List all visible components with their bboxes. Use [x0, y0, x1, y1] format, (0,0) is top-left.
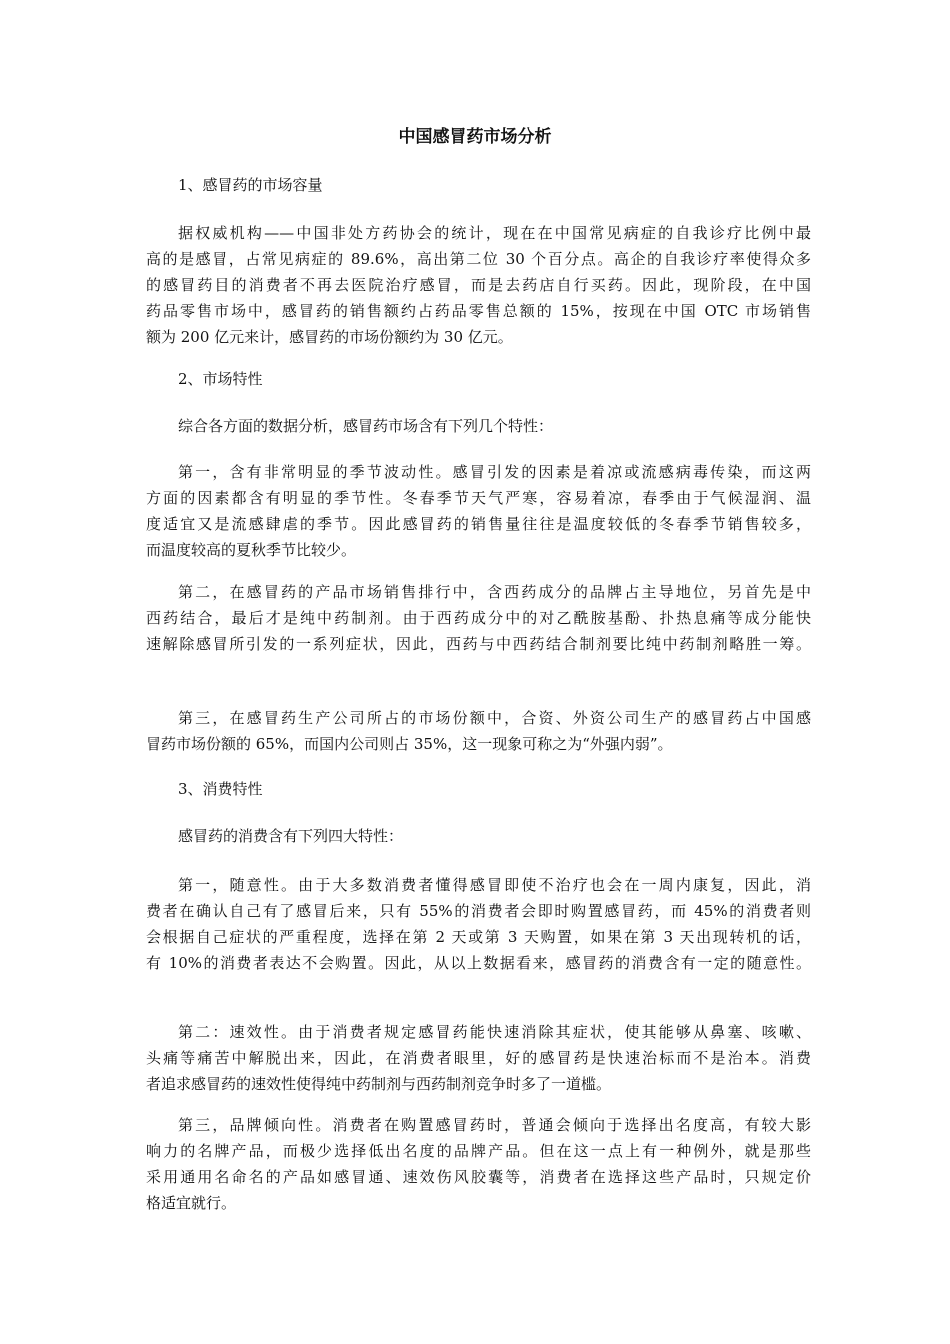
paragraph-line: 方面的因素都含有明显的季节性。冬春季节天气严寒，容易着凉，春季由于气候湿润、温 [146, 489, 811, 507]
paragraph-line: 而温度较高的夏秋季节比较少。 [146, 541, 357, 559]
paragraph-line: 冒药市场份额的 65%，而国内公司则占 35%，这一现象可称之为“外强内弱”。 [146, 735, 673, 753]
paragraph-line: 药品零售市场中，感冒药的销售额约占药品零售总额的 15%，按现在中国 OTC 市场销售 [146, 302, 811, 320]
paragraph-line: 费者在确认自己有了感冒后来，只有 55%的消费者会即时购置感冒药，而 45%的消费者则 [146, 902, 811, 920]
paragraph-line: 感冒药的消费含有下列四大特性： [178, 827, 404, 845]
paragraph-line: 有 10%的消费者表达不会购置。因此，从以上数据看来，感冒药的消费含有一定的随意性。 [146, 954, 811, 972]
paragraph-speed [146, 1019, 811, 1097]
paragraph-line: 会根据自己症状的严重程度，选择在第 2 天或第 3 天购置，如果在第 3 天出现转机的话， [146, 928, 811, 946]
section-heading-market-capacity: 1、感冒药的市场容量 [178, 176, 323, 194]
document-title: 中国感冒药市场分析 [398, 127, 552, 147]
paragraph-line: 度适宜又是流感肆虐的季节。因此感冒药的销售量往往是温度较低的冬春季节销售较多， [146, 515, 811, 533]
paragraph-line: 第二，在感冒药的产品市场销售排行中，含西药成分的品牌占主导地位，另首先是中 [178, 583, 811, 601]
paragraph-company-share [146, 705, 811, 757]
paragraph-line: 综合各方面的数据分析，感冒药市场含有下列几个特性： [178, 417, 554, 435]
paragraph-line: 高的是感冒，占常见病症的 89.6%，高出第二位 30 个百分点。高企的自我诊疗率使得众多 [146, 250, 811, 268]
paragraph-line: 第一，随意性。由于大多数消费者懂得感冒即使不治疗也会在一周内康复，因此，消 [178, 876, 811, 894]
paragraph-line: 额为 200 亿元来计，感冒药的市场份额约为 30 亿元。 [146, 328, 513, 346]
paragraph-line: 采用通用名命名的产品如感冒通、速效伤风胶囊等，消费者在选择这些产品时，只规定价 [146, 1168, 811, 1186]
paragraph-market-features-intro [146, 413, 811, 439]
paragraph-line: 的感冒药目的消费者不再去医院治疗感冒，而是去药店自行买药。因此，现阶段，在中国 [146, 276, 811, 294]
paragraph-line: 速解除感冒所引发的一系列症状，因此，西药与中西药结合制剂要比纯中药制剂略胜一筹。 [146, 635, 811, 653]
paragraph-line: 据权威机构——中国非处方药协会的统计，现在在中国常见病症的自我诊疗比例中最 [178, 224, 811, 242]
paragraph-product-ranking [146, 579, 811, 657]
paragraph-line: 第三，在感冒药生产公司所占的市场份额中，合资、外资公司生产的感冒药占中国感 [178, 709, 811, 727]
section-heading-consumption-features: 3、消费特性 [178, 780, 263, 798]
section-heading-market-features: 2、市场特性 [178, 370, 263, 388]
paragraph-line: 格适宜就行。 [146, 1194, 237, 1212]
paragraph-line: 者追求感冒药的速效性使得纯中药制剂与西药制剂竞争时多了一道槛。 [146, 1075, 612, 1093]
paragraph-line: 响力的名牌产品，而极少选择低出名度的品牌产品。但在这一点上有一种例外，就是那些 [146, 1142, 811, 1160]
paragraph-consumption-intro [146, 823, 811, 849]
paragraph-seasonality [146, 459, 811, 563]
paragraph-line: 第二：速效性。由于消费者规定感冒药能快速消除其症状，使其能够从鼻塞、咳嗽、 [178, 1023, 811, 1041]
paragraph-market-capacity [146, 220, 811, 350]
paragraph-line: 头痛等痛苦中解脱出来，因此，在消费者眼里，好的感冒药是快速治标而不是治本。消费 [146, 1049, 811, 1067]
paragraph-brand-preference [146, 1112, 811, 1216]
paragraph-line: 西药结合，最后才是纯中药制剂。由于西药成分中的对乙酰胺基酚、扑热息痛等成分能快 [146, 609, 811, 627]
paragraph-line: 第三，品牌倾向性。消费者在购置感冒药时，普通会倾向于选择出名度高，有较大影 [178, 1116, 811, 1134]
paragraph-randomness [146, 872, 811, 976]
paragraph-line: 第一，含有非常明显的季节波动性。感冒引发的因素是着凉或流感病毒传染，而这两 [178, 463, 811, 481]
